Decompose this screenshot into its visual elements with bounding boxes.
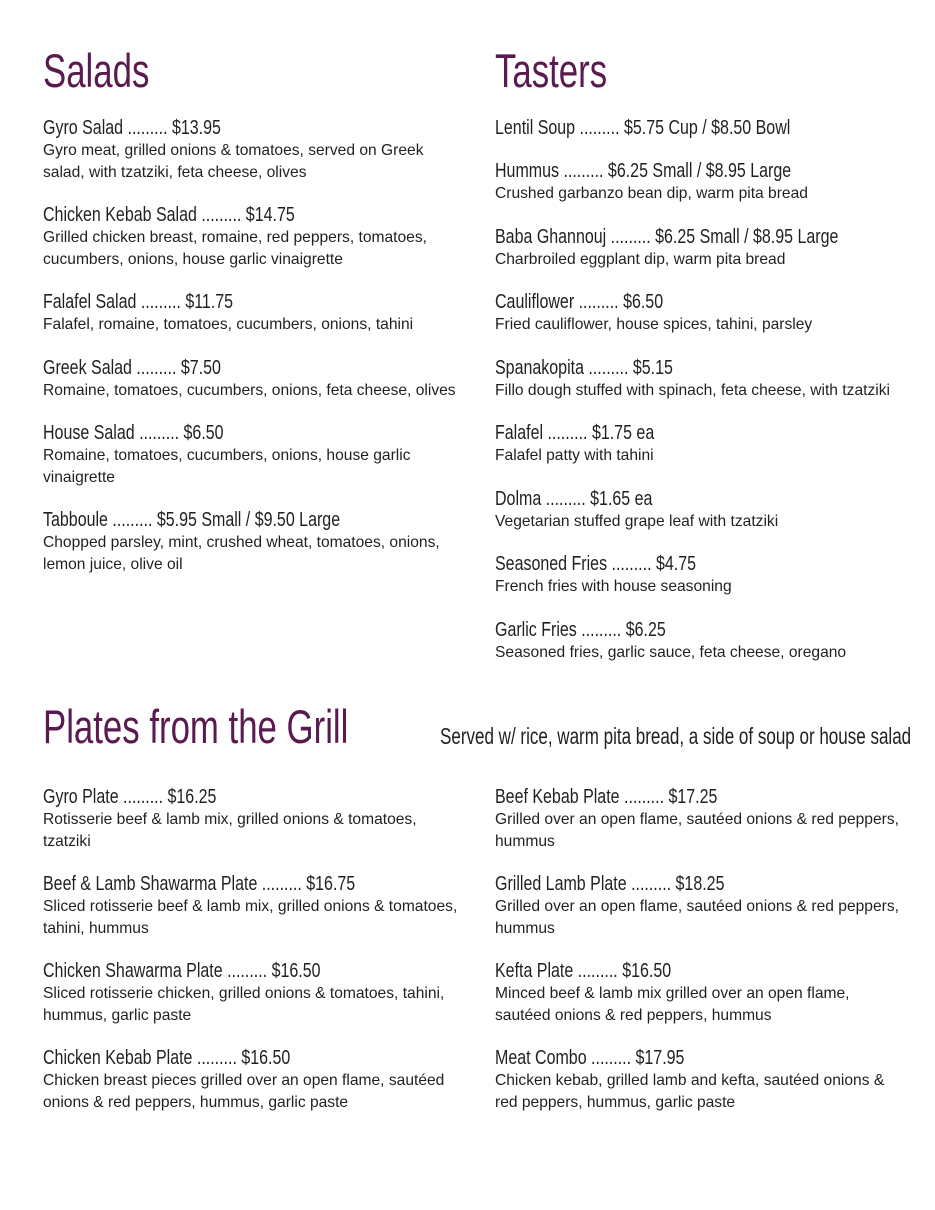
grill-note: Served w/ rice, warm pita bread, a side of soup or house salad: [440, 723, 912, 749]
menu-item-title: [495, 786, 823, 808]
item-description: Sliced rotisserie chicken, grilled onions & tomatoes, tahini, hummus, garlic paste: [43, 985, 445, 1024]
menu-item-title: [495, 960, 823, 982]
item-name: Beef & Lamb Shawarma Plate: [43, 873, 258, 895]
item-description: Fried cauliflower, house spices, tahini, parsley: [495, 316, 813, 333]
item-description: French fries with house seasoning: [495, 578, 732, 595]
item-price: $5.75 Cup / $8.50 Bowl: [623, 117, 791, 139]
item-price: $6.25 Small / $8.95 Large: [607, 160, 792, 182]
item-name: House Salad: [43, 422, 135, 444]
item-description: Chicken kebab, grilled lamb and kefta, sautéed onions & red peppers, hummus, garlic paste: [495, 1072, 885, 1111]
item-description: Romaine, tomatoes, cucumbers, onions, house garlic vinaigrette: [43, 447, 411, 486]
item-name: Dolma: [495, 487, 542, 510]
menu-item: [43, 509, 463, 575]
grill-heading: Plates from the Grill: [43, 700, 349, 753]
dot-leader: .........: [579, 117, 620, 139]
item-description: Grilled chicken breast, romaine, red peppers, tomatoes, cucumbers, onions, house garlic vinaigrette: [43, 229, 427, 268]
item-price: $6.50: [623, 291, 664, 313]
item-name: Gyro Plate: [43, 786, 119, 808]
dot-leader: .........: [610, 225, 651, 248]
menu-item: [495, 1047, 905, 1113]
menu-item-title: [43, 786, 379, 808]
item-description: Charbroiled eggplant dip, warm pita bread: [495, 250, 786, 268]
dot-leader: .........: [140, 291, 181, 313]
item-description: Falafel patty with tahini: [495, 447, 654, 464]
item-price: $1.75 ea: [591, 422, 655, 444]
menu-item-title: [495, 160, 847, 182]
item-description: Seasoned fries, garlic sauce, feta cheese, oregano: [495, 643, 847, 661]
menu-item-title: [43, 204, 379, 226]
item-price: $16.50: [622, 960, 672, 982]
menu-item: [495, 160, 935, 205]
menu-item-title: [43, 357, 379, 379]
dot-leader: .........: [227, 960, 268, 982]
item-name: Grilled Lamb Plate: [495, 873, 627, 895]
dot-leader: .........: [261, 873, 302, 895]
menu-item-title: [43, 117, 379, 139]
menu-item: [495, 488, 935, 533]
item-name: Chicken Shawarma Plate: [43, 960, 223, 982]
item-price: $5.15: [632, 356, 673, 379]
dot-leader: .........: [196, 1047, 237, 1069]
dot-leader: .........: [581, 618, 622, 641]
menu-item-title: [43, 873, 379, 895]
menu-item-title: [495, 422, 847, 444]
menu-item-title: [495, 226, 847, 248]
item-name: Falafel: [495, 422, 544, 444]
menu-item: [495, 873, 905, 939]
dot-leader: .........: [577, 960, 618, 982]
item-name: Beef Kebab Plate: [495, 786, 620, 808]
dot-leader: .........: [139, 422, 180, 444]
item-price: $4.75: [655, 553, 697, 575]
menu-item: [495, 291, 935, 336]
item-price: $6.25: [625, 618, 666, 641]
item-description: Romaine, tomatoes, cucumbers, onions, feta cheese, olives: [43, 381, 456, 399]
menu-item-title: [43, 291, 379, 313]
item-price: $13.95: [171, 117, 221, 139]
menu-item-title: [495, 488, 847, 510]
menu-item: [495, 226, 935, 271]
item-price: $6.25 Small / $8.95 Large: [655, 225, 839, 248]
item-price: $7.50: [180, 356, 221, 379]
item-price: $1.65 ea: [590, 487, 653, 510]
item-price: $11.75: [185, 291, 234, 313]
menu-item-title: [495, 117, 847, 139]
menu-item-title: [495, 357, 847, 379]
menu-item: [495, 960, 905, 1026]
dot-leader: .........: [136, 356, 177, 379]
menu-item: [43, 117, 463, 183]
menu-item-title: [495, 291, 847, 313]
item-description: Vegetarian stuffed grape leaf with tzatziki: [495, 512, 779, 530]
menu-item: [43, 422, 463, 488]
item-description: Gyro meat, grilled onions & tomatoes, served on Greek salad, with tzatziki, feta cheese, olives: [43, 142, 424, 181]
item-name: Lentil Soup: [495, 117, 576, 139]
menu-item: [43, 357, 463, 402]
dot-leader: .........: [201, 204, 242, 226]
item-price: $5.95 Small / $9.50 Large: [156, 509, 341, 531]
menu-item: [495, 357, 935, 402]
item-description: Rotisserie beef & lamb mix, grilled onions & tomatoes, tzatziki: [43, 811, 417, 850]
item-price: $16.25: [167, 786, 217, 808]
item-name: Seasoned Fries: [495, 553, 608, 575]
item-description: Chopped parsley, mint, crushed wheat, tomatoes, onions, lemon juice, olive oil: [43, 534, 440, 573]
item-name: Spanakopita: [495, 356, 584, 379]
dot-leader: .........: [563, 160, 604, 182]
item-name: Garlic Fries: [495, 618, 577, 641]
tasters-heading: Tasters: [495, 44, 608, 97]
salads-heading: Salads: [43, 44, 150, 97]
item-name: Cauliflower: [495, 291, 575, 313]
item-description: Crushed garbanzo bean dip, warm pita bread: [495, 185, 808, 202]
menu-item: [43, 291, 463, 336]
item-price: $18.25: [675, 873, 725, 895]
item-price: $16.75: [306, 873, 356, 895]
item-description: Grilled over an open flame, sautéed onions & red peppers, hummus: [495, 898, 899, 937]
menu-item-title: [495, 873, 823, 895]
item-price: $16.50: [241, 1047, 291, 1069]
item-description: Sliced rotisserie beef & lamb mix, grilled onions & tomatoes, tahini, hummus: [43, 898, 458, 937]
dot-leader: .........: [578, 291, 619, 313]
item-price: $17.25: [668, 786, 718, 808]
dot-leader: .........: [127, 117, 168, 139]
item-name: Meat Combo: [495, 1047, 587, 1069]
salads-list: [43, 117, 463, 596]
item-description: Grilled over an open flame, sautéed onions & red peppers, hummus: [495, 811, 899, 850]
grill-right-list: [495, 786, 905, 1134]
grill-left-list: [43, 786, 463, 1134]
dot-leader: .........: [624, 786, 665, 808]
item-price: $16.50: [271, 960, 321, 982]
menu-item-title: [495, 619, 847, 641]
dot-leader: .........: [611, 553, 652, 575]
item-description: Falafel, romaine, tomatoes, cucumbers, onions, tahini: [43, 316, 414, 333]
menu-item: [43, 1047, 463, 1113]
item-description: Minced beef & lamb mix grilled over an open flame, sautéed onions & red peppers, hummus: [495, 985, 850, 1024]
dot-leader: .........: [112, 509, 153, 531]
menu-item: [43, 873, 463, 939]
menu-item-title: [43, 1047, 379, 1069]
dot-leader: .........: [545, 487, 586, 510]
menu-item: [495, 619, 935, 664]
menu-item: [495, 786, 905, 852]
dot-leader: .........: [591, 1047, 632, 1069]
menu-item: [495, 422, 935, 467]
dot-leader: .........: [123, 786, 164, 808]
item-name: Greek Salad: [43, 356, 132, 379]
menu-item-title: [43, 422, 379, 444]
item-price: $17.95: [635, 1047, 685, 1069]
dot-leader: .........: [547, 422, 588, 444]
menu-item: [43, 204, 463, 270]
menu-item: [495, 553, 935, 598]
dot-leader: .........: [631, 873, 672, 895]
item-name: Chicken Kebab Plate: [43, 1047, 193, 1069]
item-name: Kefta Plate: [495, 960, 574, 982]
menu-item-title: [495, 553, 847, 575]
tasters-list: [495, 117, 935, 684]
item-name: Chicken Kebab Salad: [43, 204, 197, 226]
menu-item-title: [43, 509, 379, 531]
menu-item-title: [495, 1047, 823, 1069]
item-price: $14.75: [245, 204, 295, 226]
item-name: Gyro Salad: [43, 117, 124, 139]
menu-item: [495, 117, 935, 139]
item-name: Hummus: [495, 160, 560, 182]
item-name: Falafel Salad: [43, 291, 137, 313]
item-name: Tabboule: [43, 509, 108, 531]
item-price: $6.50: [183, 422, 224, 444]
item-description: Chicken breast pieces grilled over an open flame, sautéed onions & red peppers, hummus, garlic paste: [43, 1072, 445, 1111]
menu-item-title: [43, 960, 379, 982]
dot-leader: .........: [588, 356, 629, 379]
menu-item: [43, 786, 463, 852]
item-description: Fillo dough stuffed with spinach, feta cheese, with tzatziki: [495, 381, 890, 399]
item-name: Baba Ghannouj: [495, 225, 607, 248]
menu-item: [43, 960, 463, 1026]
